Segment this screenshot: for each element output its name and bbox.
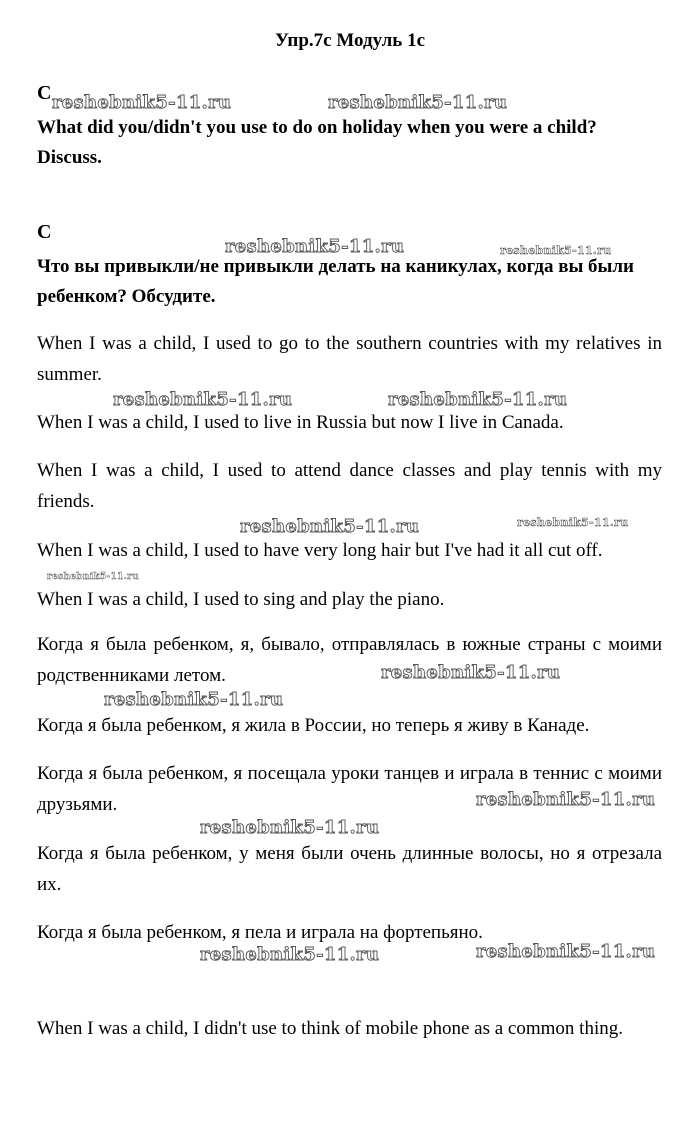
section-letter-ru: C xyxy=(37,221,52,243)
answer-ru-3: Когда я была ребенком, я посещала уроки танцев и играла в теннис с моими друзьями. xyxy=(37,763,662,815)
watermark: reshebnik5-11.ru xyxy=(104,689,284,710)
answer-ru-2: Когда я была ребенком, я жила в России, но теперь я живу в Канаде. xyxy=(37,715,590,736)
question-ru: Что вы привыкли/не привыкли делать на каникулах, когда вы были ребенком? Обсудите. xyxy=(37,256,634,307)
answer-ru-4: Когда я была ребенком, у меня были очень длинные волосы, но я отрезала их. xyxy=(37,843,662,895)
watermark: reshebnik5-11.ru xyxy=(240,516,420,537)
final-answer-en: When I was a child, I didn't use to think of mobile phone as a common thing. xyxy=(37,1018,623,1039)
question-en: What did you/didn't you use to do on holiday when you were a child? Discuss. xyxy=(37,117,597,168)
watermark: reshebnik5-11.ru xyxy=(476,789,656,810)
watermark: reshebnik5-11.ru xyxy=(47,572,140,582)
watermark: reshebnik5-11.ru xyxy=(517,516,629,529)
watermark: reshebnik5-11.ru xyxy=(52,92,232,113)
watermark: reshebnik5-11.ru xyxy=(500,244,612,257)
answer-en-1: When I was a child, I used to go to the southern countries with my relatives in summer. xyxy=(37,333,662,385)
watermark: reshebnik5-11.ru xyxy=(200,944,380,965)
answer-en-5: When I was a child, I used to sing and play the piano. xyxy=(37,589,445,610)
watermark: reshebnik5-11.ru xyxy=(225,236,405,257)
watermark: reshebnik5-11.ru xyxy=(476,941,656,962)
page-title: Упр.7с Модуль 1с xyxy=(275,30,425,51)
watermark: reshebnik5-11.ru xyxy=(328,92,508,113)
watermark: reshebnik5-11.ru xyxy=(113,389,293,410)
answer-en-3: When I was a child, I used to attend dance classes and play tennis with my friends. xyxy=(37,460,662,512)
answer-en-2: When I was a child, I used to live in Russia but now I live in Canada. xyxy=(37,412,564,433)
watermark: reshebnik5-11.ru xyxy=(381,662,561,683)
answer-ru-1: Когда я была ребенком, я, бывало, отправлялась в южные страны с моими родственниками летом. xyxy=(37,634,662,686)
section-letter-en: C xyxy=(37,82,52,104)
answer-ru-5: Когда я была ребенком, я пела и играла на фортепьяно. xyxy=(37,922,483,943)
watermark: reshebnik5-11.ru xyxy=(200,817,380,838)
watermark: reshebnik5-11.ru xyxy=(388,389,568,410)
answer-en-4: When I was a child, I used to have very long hair but I've had it all cut off. xyxy=(37,540,603,561)
